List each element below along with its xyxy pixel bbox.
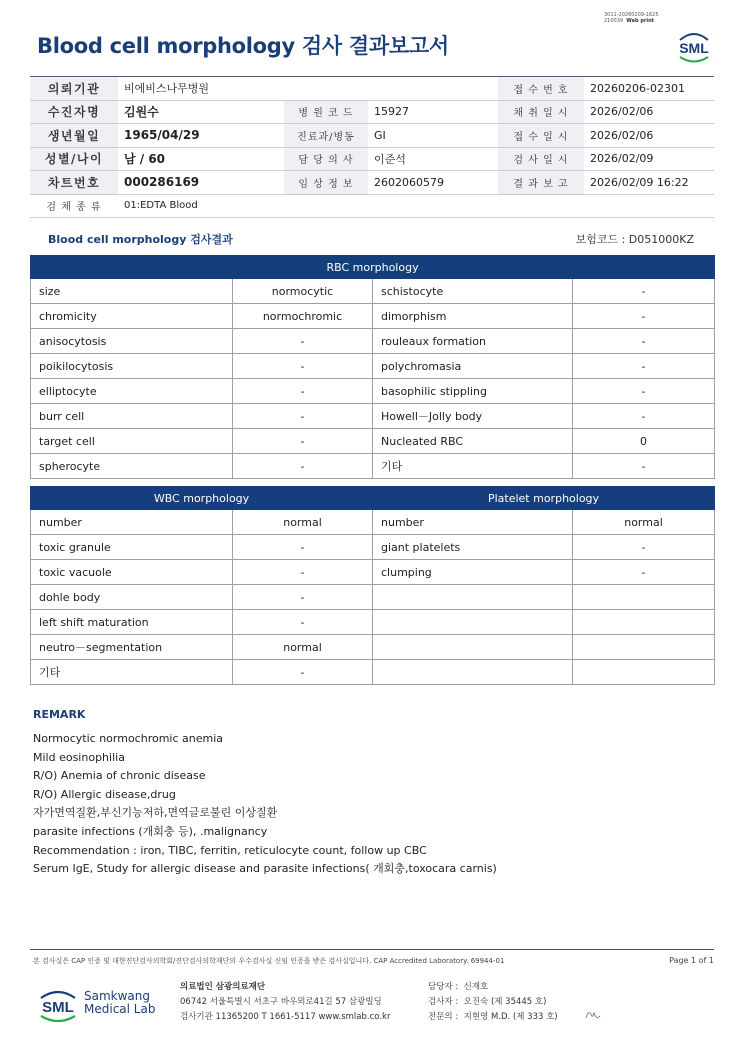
table-row (31, 635, 715, 660)
info-label: 진료과/병동 (284, 124, 368, 148)
item-result: - (233, 329, 373, 354)
item-name: schistocyte (373, 279, 573, 304)
info-label: 담 당 의 사 (284, 147, 368, 171)
item-result: normochromic (233, 304, 373, 329)
remark-line: 자가면역질환,부신기능저하,면역글로불린 이상질환 (33, 806, 278, 820)
table-row (31, 535, 715, 560)
info-value: 20260206-02301 (584, 77, 714, 101)
info-value: 남 / 60 (118, 147, 284, 171)
item-name: Howell－Jolly body (373, 404, 573, 429)
info-value: 비에비스나무병원 (118, 77, 284, 101)
signature-mark (584, 1008, 602, 1022)
info-label: 검 사 일 시 (498, 147, 584, 171)
item-result: - (233, 660, 373, 685)
remark-line: Recommendation : iron, TIBC, ferritin, reticulocyte count, follow up CBC (33, 843, 427, 857)
rbc-header-row (31, 256, 715, 279)
remark-title: REMARK (33, 708, 86, 721)
item-name: left shift maturation (31, 610, 233, 635)
table-row (31, 610, 715, 635)
info-row (30, 77, 714, 101)
item-name: number (373, 510, 573, 535)
item-name: basophilic stippling (373, 379, 573, 404)
specimen-value: 01:EDTA Blood (118, 194, 714, 218)
item-name (373, 610, 573, 635)
table-row (31, 560, 715, 585)
table-row (31, 304, 715, 329)
info-value: 2026/02/09 (584, 147, 714, 171)
item-name: toxic granule (31, 535, 233, 560)
info-label: 임 상 정 보 (284, 171, 368, 195)
item-name: anisocytosis (31, 329, 233, 354)
remark-line: parasite infections (개회충 등), .malignancy (33, 824, 268, 838)
info-label: 접 수 번 호 (498, 77, 584, 101)
rbc-header: RBC morphology (31, 256, 715, 279)
sml-logo-icon (36, 983, 80, 1027)
patient-info-table (30, 76, 714, 218)
item-name: chromicity (31, 304, 233, 329)
item-result: - (573, 535, 715, 560)
item-name: rouleaux formation (373, 329, 573, 354)
info-label: 생년월일 (30, 124, 118, 148)
item-result: normal (573, 510, 715, 535)
info-row (30, 100, 714, 124)
table-row (31, 329, 715, 354)
item-name (373, 660, 573, 685)
staff-info (428, 980, 558, 1025)
item-name: number (31, 510, 233, 535)
remark-line: R/O) Anemia of chronic disease (33, 769, 206, 783)
item-name (373, 585, 573, 610)
item-name: Nucleated RBC (373, 429, 573, 454)
item-result: - (233, 585, 373, 610)
report-code: 3011-20260209-1625 210039 Web print (604, 12, 659, 24)
item-result: - (573, 354, 715, 379)
info-label (284, 77, 368, 101)
table-row (31, 379, 715, 404)
info-value: 15927 (368, 100, 498, 124)
brand-name: Samkwang Medical Lab (84, 989, 156, 1016)
wbc-header-row (31, 487, 715, 510)
info-label: 접 수 일 시 (498, 124, 584, 148)
staff-line: 검사자 : 오진숙 (제 35445 호) (428, 997, 547, 1007)
item-result: normal (233, 510, 373, 535)
info-value: 000286169 (118, 171, 284, 195)
accreditation-note: 본 검사실은 CAP 인증 및 대한진단검사의학회/진단검사의학재단의 우수검사실 신임 인증을 받은 검사실입니다. CAP Accredited Laboratory. 69944-01 (33, 957, 505, 965)
item-name: poikilocytosis (31, 354, 233, 379)
item-name: target cell (31, 429, 233, 454)
page-title: Blood cell morphology 검사 결과보고서 (37, 34, 449, 58)
svg-text:SML: SML (42, 999, 74, 1016)
insurance-code: 보험코드 : D051000KZ (575, 233, 694, 246)
remark-line: Normocytic normochromic anemia (33, 732, 224, 745)
item-name: size (31, 279, 233, 304)
info-label: 수진자명 (30, 100, 118, 124)
info-value: 2602060579 (368, 171, 498, 195)
info-row (30, 171, 714, 195)
specimen-label: 검 체 종 류 (30, 194, 118, 218)
item-result (573, 610, 715, 635)
wbc-platelet-table (30, 486, 715, 685)
item-result: - (573, 304, 715, 329)
item-result (573, 635, 715, 660)
item-result: - (573, 404, 715, 429)
item-name: giant platelets (373, 535, 573, 560)
item-name: spherocyte (31, 454, 233, 479)
web-print-label: Web print (626, 18, 655, 24)
platelet-header: Platelet morphology (373, 487, 715, 510)
item-result (573, 660, 715, 685)
remark-line: R/O) Allergic disease,drug (33, 787, 176, 801)
item-name: 기타 (31, 660, 233, 685)
info-value: 2026/02/06 (584, 100, 714, 124)
info-value: 2026/02/09 16:22 (584, 171, 714, 195)
item-result: - (573, 379, 715, 404)
staff-line: 전문의 : 지현영 M.D. (제 333 호) (428, 1012, 558, 1022)
item-result: - (573, 560, 715, 585)
item-result: normocytic (233, 279, 373, 304)
info-value: GI (368, 124, 498, 148)
table-row (31, 660, 715, 685)
item-result: - (573, 329, 715, 354)
section-title: Blood cell morphology 검사결과 (48, 233, 233, 246)
item-result: - (573, 454, 715, 479)
table-row (31, 279, 715, 304)
table-row (31, 585, 715, 610)
info-label: 의뢰기관 (30, 77, 118, 101)
item-result: 0 (573, 429, 715, 454)
org-name: 의료법인 삼광의료재단 (180, 982, 266, 992)
item-name: dohle body (31, 585, 233, 610)
item-result: - (233, 404, 373, 429)
staff-line: 담당자 : 신재호 (428, 982, 489, 992)
organization-info (180, 980, 390, 1025)
item-name: clumping (373, 560, 573, 585)
remark-line: Mild eosinophilia (33, 750, 125, 764)
info-value: 이준석 (368, 147, 498, 171)
page-number: Page 1 of 1 (669, 956, 714, 965)
item-result: - (233, 454, 373, 479)
item-result: - (233, 535, 373, 560)
item-name: 기타 (373, 454, 573, 479)
info-label: 결 과 보 고 (498, 171, 584, 195)
item-result: - (573, 279, 715, 304)
item-result: - (233, 354, 373, 379)
table-row (31, 354, 715, 379)
wbc-header: WBC morphology (31, 487, 373, 510)
svg-text:SML: SML (679, 40, 709, 56)
info-label: 병 원 코 드 (284, 100, 368, 124)
info-label: 성별/나이 (30, 147, 118, 171)
item-name (373, 635, 573, 660)
item-name: polychromasia (373, 354, 573, 379)
item-result: normal (233, 635, 373, 660)
item-name: dimorphism (373, 304, 573, 329)
item-result: - (233, 429, 373, 454)
table-row (31, 429, 715, 454)
table-row (31, 510, 715, 535)
remark-lines (33, 730, 497, 879)
remark-line: Serum IgE, Study for allergic disease and parasite infections( 개회충,toxocara carnis) (33, 862, 497, 876)
info-row-specimen (30, 194, 714, 218)
item-result: - (233, 379, 373, 404)
item-name: toxic vacuole (31, 560, 233, 585)
item-result (573, 585, 715, 610)
info-row (30, 147, 714, 171)
item-name: neutro－segmentation (31, 635, 233, 660)
item-result: - (233, 560, 373, 585)
rbc-morphology-table (30, 255, 715, 479)
table-row (31, 454, 715, 479)
table-row (31, 404, 715, 429)
info-value: 2026/02/06 (584, 124, 714, 148)
item-result: - (233, 610, 373, 635)
info-row (30, 124, 714, 148)
info-label: 차트번호 (30, 171, 118, 195)
sml-logo-icon (674, 26, 714, 66)
info-label: 채 취 일 시 (498, 100, 584, 124)
item-name: elliptocyte (31, 379, 233, 404)
org-contact: 검사기관 11365200 T 1661-5117 www.smlab.co.kr (180, 1012, 391, 1022)
info-value: 1965/04/29 (118, 124, 284, 148)
info-value: 김원수 (118, 100, 284, 124)
org-address: 06742 서울특별시 서초구 바우뫼로41길 57 삼광빌딩 (180, 997, 382, 1007)
item-name: burr cell (31, 404, 233, 429)
info-value (368, 77, 498, 101)
footer-divider (30, 949, 714, 950)
